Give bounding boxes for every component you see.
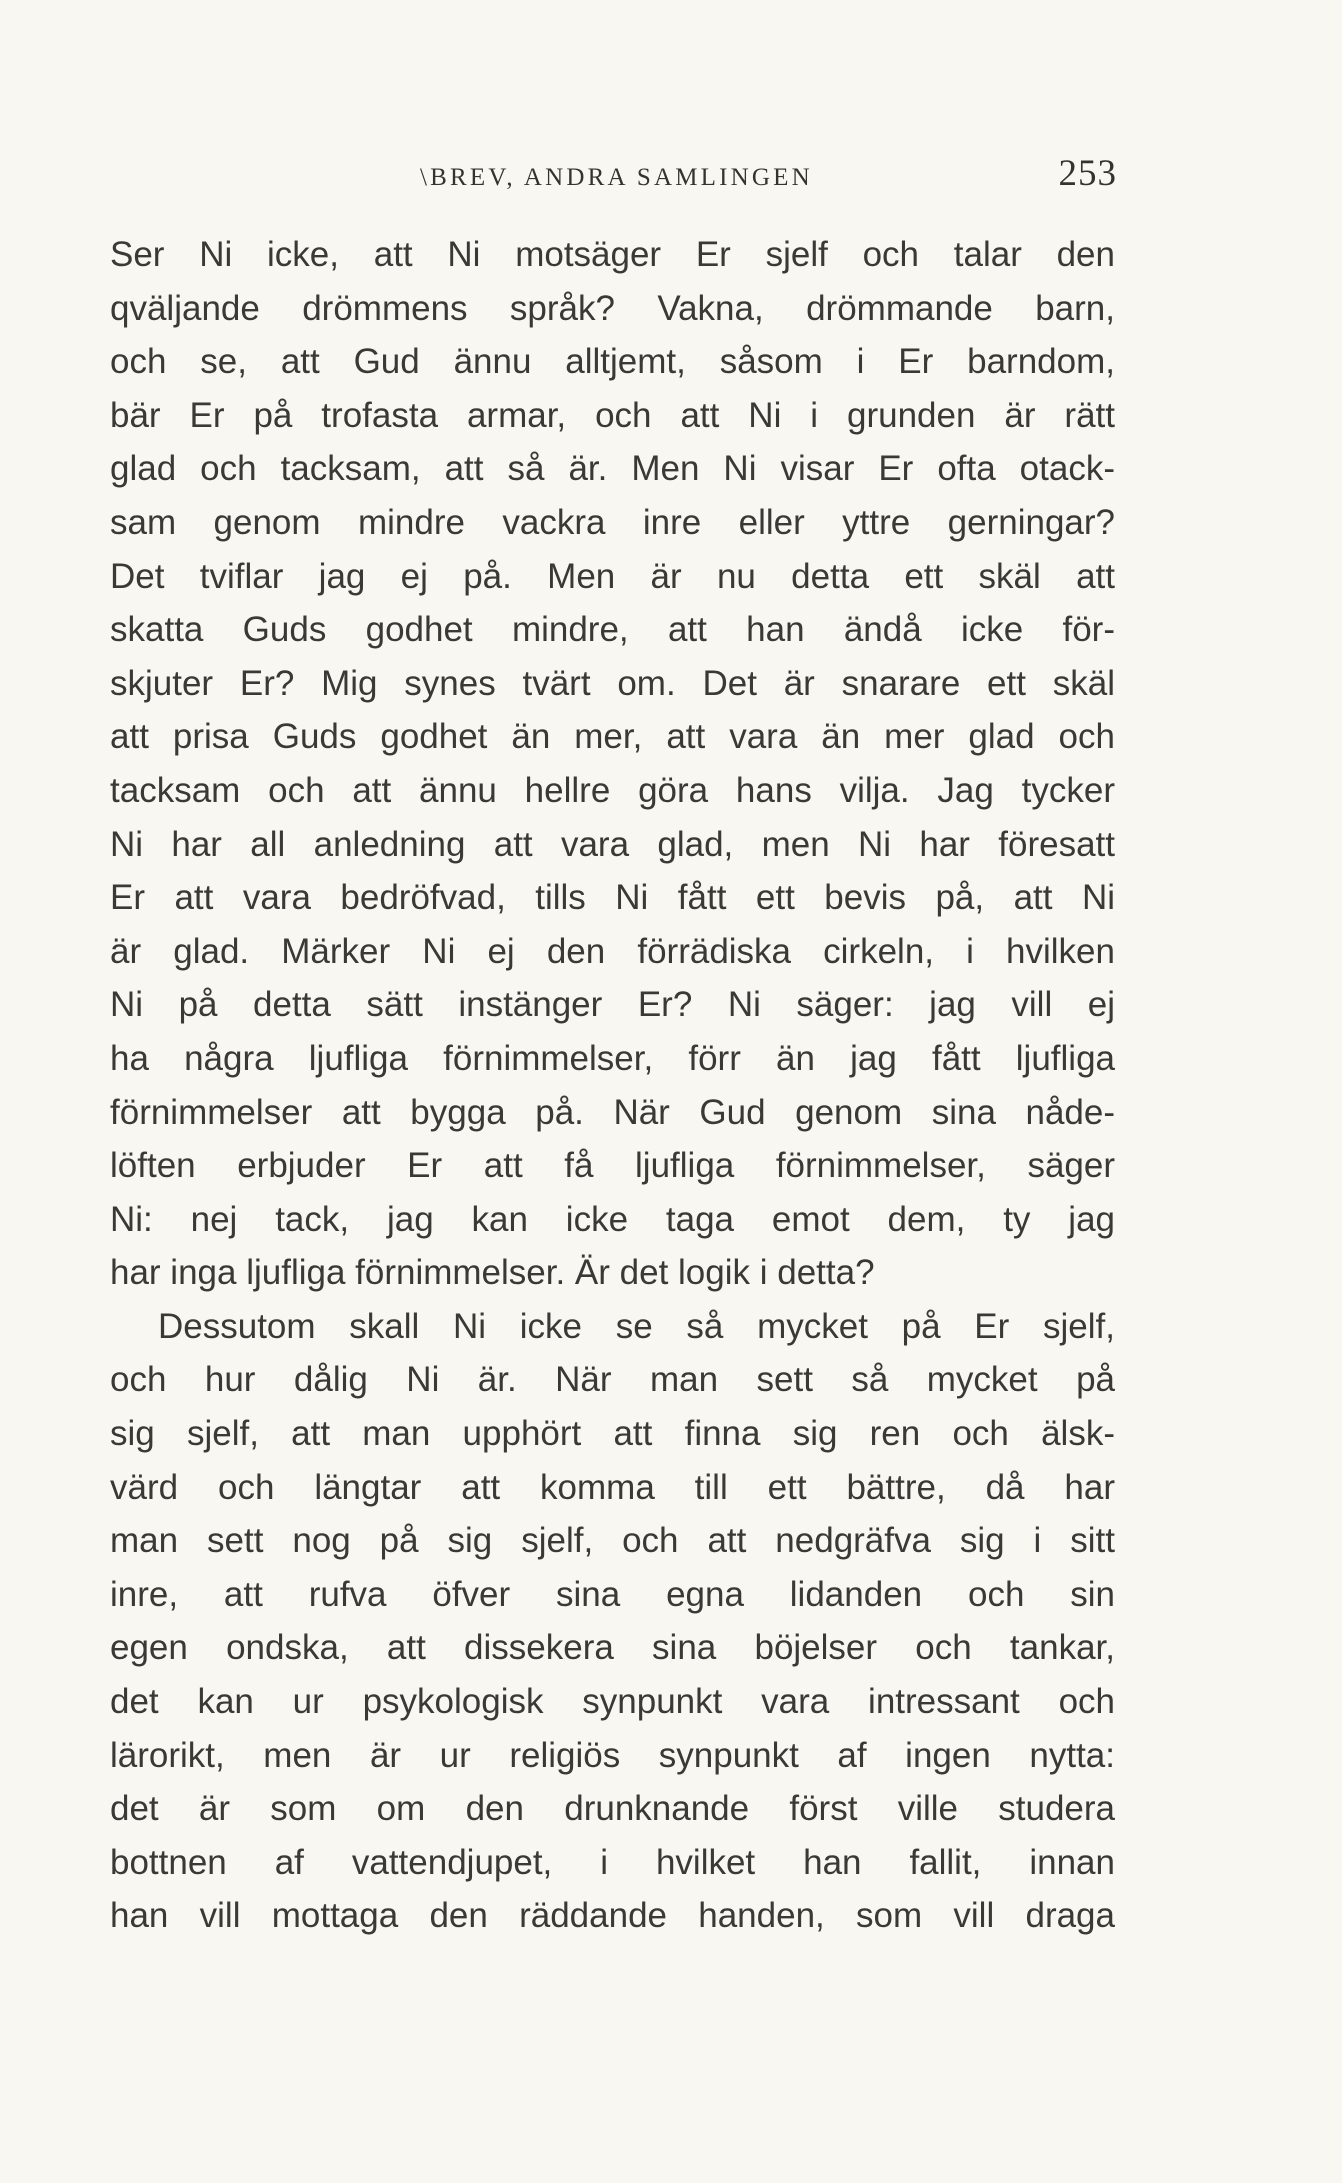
text-line: Ni: nej tack, jag kan icke taga emot dem, ty jag bbox=[110, 1199, 1115, 1239]
text-line: Ni har all anledning att vara glad, men Ni har föresatt bbox=[110, 824, 1115, 864]
text-line: och se, att Gud ännu alltjemt, såsom i Er barndom, bbox=[110, 342, 1115, 382]
text-line: inre, att rufva öfver sina egna lidanden och sin bbox=[110, 1574, 1115, 1614]
paragraph-end-line: har inga ljufliga förnimmelser. Är det logik i detta? bbox=[110, 1253, 875, 1293]
text-line: är glad. Märker Ni ej den förrädiska cirkeln, i hvilken bbox=[110, 931, 1115, 971]
text-line: sig sjelf, att man upphört att finna sig ren och älsk- bbox=[110, 1414, 1115, 1454]
text-line: att prisa Guds godhet än mer, att vara än mer glad och bbox=[110, 717, 1115, 757]
text-line: skatta Guds godhet mindre, att han ändå icke för- bbox=[110, 610, 1115, 650]
body-text bbox=[110, 228, 1115, 1943]
text-line: löften erbjuder Er att få ljufliga förnimmelser, säger bbox=[110, 1146, 1115, 1186]
running-title: \BREV, ANDRA SAMLINGEN bbox=[420, 164, 813, 191]
text-line: skjuter Er? Mig synes tvärt om. Det är snarare ett skäl bbox=[110, 663, 1115, 703]
running-head bbox=[0, 150, 1342, 210]
text-line: det kan ur psykologisk synpunkt vara intressant och bbox=[110, 1682, 1115, 1722]
text-line: ha några ljufliga förnimmelser, förr än jag fått ljufliga bbox=[110, 1038, 1115, 1078]
text-line: Er att vara bedröfvad, tills Ni fått ett bevis på, att Ni bbox=[110, 878, 1115, 918]
text-line: Ni på detta sätt instänger Er? Ni säger: jag vill ej bbox=[110, 985, 1115, 1025]
text-line: qväljande drömmens språk? Vakna, drömmande barn, bbox=[110, 288, 1115, 328]
text-line: sam genom mindre vackra inre eller yttre gerningar? bbox=[110, 502, 1115, 542]
text-line: man sett nog på sig sjelf, och att nedgräfva sig i sitt bbox=[110, 1521, 1115, 1561]
text-line: Det tviflar jag ej på. Men är nu detta ett skäl att bbox=[110, 556, 1115, 596]
text-line: förnimmelser att bygga på. När Gud genom sina nåde- bbox=[110, 1092, 1115, 1132]
text-line: värd och längtar att komma till ett bättre, då har bbox=[110, 1467, 1115, 1507]
text-line: Ser Ni icke, att Ni motsäger Er sjelf och talar den bbox=[110, 235, 1115, 274]
text-line: och hur dålig Ni är. När man sett så mycket på bbox=[110, 1360, 1115, 1400]
page-number: 253 bbox=[1058, 153, 1117, 194]
text-line: han vill mottaga den räddande handen, som vill draga bbox=[110, 1896, 1115, 1936]
text-line: egen ondska, att dissekera sina böjelser och tankar, bbox=[110, 1628, 1115, 1668]
text-line: glad och tacksam, att så är. Men Ni visar Er ofta otack- bbox=[110, 449, 1115, 489]
text-line: bär Er på trofasta armar, och att Ni i grunden är rätt bbox=[110, 395, 1115, 435]
text-line: lärorikt, men är ur religiös synpunkt af ingen nytta: bbox=[110, 1735, 1115, 1775]
paragraph-start-line: Dessutom skall Ni icke se så mycket på Er sjelf, bbox=[158, 1306, 1115, 1346]
text-line: bottnen af vattendjupet, i hvilket han fallit, innan bbox=[110, 1842, 1115, 1882]
text-line: det är som om den drunknande först ville studera bbox=[110, 1789, 1115, 1829]
text-line: tacksam och att ännu hellre göra hans vilja. Jag tycker bbox=[110, 770, 1115, 810]
